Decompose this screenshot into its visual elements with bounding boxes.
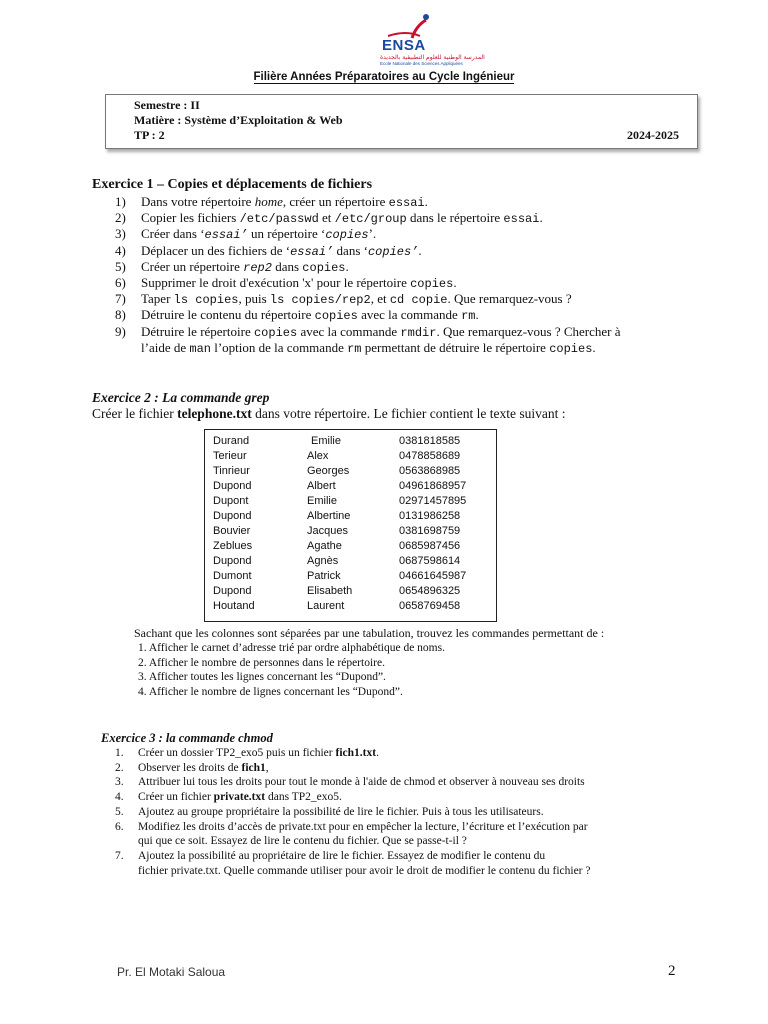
table-row: [213, 465, 488, 480]
first-name: Agnès: [307, 555, 339, 567]
last-name: Terieur: [213, 450, 247, 462]
exercise-2-intro: Créer le fichier telephone.txt dans votre répertoire. Le fichier contient le texte suivant :: [92, 406, 566, 421]
filename: telephone.txt: [177, 406, 252, 421]
last-name: Dupond: [213, 555, 252, 567]
last-name: Dupond: [213, 585, 252, 597]
logo-text: ENSA: [382, 37, 426, 54]
exercise-2-title: Exercice 2 : La commande grep: [92, 390, 270, 405]
item-number: 4): [115, 242, 126, 258]
last-name: Tinrieur: [213, 465, 250, 477]
exercise-2-instruction: Sachant que les colonnes sont séparées par une tabulation, trouvez les commandes permettant de :: [134, 626, 605, 640]
exercise-1-item: 4) Déplacer un des fichiers de ‘essai’ dans ‘copies’.: [115, 242, 422, 259]
last-name: Bouvier: [213, 525, 251, 537]
first-name: Georges: [307, 465, 350, 477]
first-name: Elisabeth: [307, 585, 353, 597]
last-name: Dupond: [213, 510, 252, 522]
table-row: [213, 510, 488, 525]
first-name: Albert: [307, 480, 336, 492]
header-title: Filière Années Préparatoires au Cycle Ingénieur: [253, 71, 515, 83]
question-item: 1. Afficher le carnet d’adresse trié par ordre alphabétique de noms.: [138, 642, 445, 654]
exercise-3-item: qui que ce soit. Essayez de lire le contenu du fichier. Que se passe-t-il ?: [138, 835, 467, 848]
logo-arabic: المدرسة الوطنية للعلوم التطبيقية بالجديدة: [380, 54, 485, 61]
first-name: Alex: [307, 450, 329, 462]
last-name: Dupond: [213, 480, 252, 492]
logo-subtitle: Ecole Nationale des Sciences Appliquées: [380, 61, 463, 66]
phone-number: 0478858689: [399, 450, 461, 462]
table-row: [213, 450, 488, 465]
exercise-3-item: 5. Ajoutez au groupe propriétaire la possibilité de lire le fichier. Puis à tous les utilisateurs.: [115, 805, 544, 818]
phone-number: 0685987456: [399, 540, 461, 552]
table-row: [213, 540, 488, 555]
item-number: 6): [115, 275, 126, 290]
exercise-1-item: 7) Taper ls copies, puis ls copies/rep2, et cd copie. Que remarquez-vous ?: [115, 291, 572, 308]
academic-year: 2024-2025: [627, 128, 679, 142]
matiere: Matière : Système d’Exploitation & Web: [134, 113, 343, 127]
first-name: Laurent: [307, 600, 345, 612]
exercise-3-item: 7. Ajoutez la possibilité au propriétaire de lire le fichier. Essayez de modifier le contenu du: [115, 849, 546, 862]
table-row: [213, 570, 488, 585]
last-name: Houtand: [213, 600, 255, 612]
exercise-1-title: Exercice 1 – Copies et déplacements de fichiers: [92, 177, 373, 192]
item-number: 3): [115, 226, 126, 242]
item-number: 6.: [115, 820, 124, 833]
exercise-1-item: 8) Détruire le contenu du répertoire copies avec la commande rm.: [115, 307, 479, 324]
last-name: Durand: [213, 435, 250, 447]
tp-number: TP : 2: [134, 128, 165, 142]
item-number: 4.: [115, 791, 124, 804]
ensa-logo: [376, 12, 485, 66]
question-item: 2. Afficher le nombre de personnes dans le répertoire.: [138, 656, 385, 669]
page-number: 2: [668, 963, 676, 979]
table-row: [213, 555, 488, 570]
item-number: 5.: [115, 805, 124, 818]
phone-number: 0658769458: [399, 600, 461, 612]
exercise-1-item: 3) Créer dans ‘essai’ un répertoire ‘copies’.: [115, 226, 377, 243]
item-number: 2): [115, 210, 126, 226]
exercise-1-item: 1) Dans votre répertoire home, créer un répertoire essai.: [115, 194, 428, 210]
table-row: [213, 435, 488, 450]
phone-number: 0654896325: [399, 585, 461, 597]
phone-number: 04961868957: [399, 480, 467, 492]
table-row: [213, 495, 488, 510]
exercise-3-item: 2. Observer les droits de fich1,: [115, 761, 269, 774]
item-number: 1): [115, 194, 126, 209]
semestre: Semestre : II: [134, 98, 200, 112]
first-name: Patrick: [307, 570, 341, 582]
first-name: Agathe: [307, 540, 342, 552]
item-number: 3.: [115, 776, 124, 789]
item-number: 2.: [115, 761, 124, 774]
item-number: 7.: [115, 849, 124, 862]
table-row: [213, 525, 488, 540]
phone-number: 02971457895: [399, 495, 467, 507]
phone-number: 04661645987: [399, 570, 467, 582]
exercise-3-item: 3. Attribuer lui tous les droits pour tout le monde à l'aide de chmod et observer à nouveau ses droits: [115, 776, 585, 789]
first-name: Albertine: [307, 510, 351, 522]
phone-number: 0381698759: [399, 525, 461, 537]
exercise-3-title: Exercice 3 : la commande chmod: [101, 731, 273, 745]
course-info-box: [105, 94, 698, 149]
item-number: 8): [115, 307, 126, 323]
item-number: 9): [115, 323, 126, 339]
first-name: Emilie: [311, 435, 341, 447]
last-name: Dumont: [213, 570, 252, 582]
exercise-1-item: 5) Créer un répertoire rep2 dans copies.: [115, 258, 349, 275]
footer-author: Pr. El Motaki Saloua: [117, 965, 226, 979]
last-name: Dupont: [213, 495, 249, 507]
table-row: [213, 480, 488, 495]
exercise-3-item: 6. Modifiez les droits d’accès de private.txt pour en empêcher la lecture, l’écriture et l’exécution par: [115, 820, 588, 833]
table-row: [213, 600, 488, 615]
phone-number: 0563868985: [399, 465, 461, 477]
item-number: 7): [115, 291, 126, 307]
telephone-file-box: [204, 429, 497, 622]
item-number: 5): [115, 258, 126, 274]
exercise-1-item: 2) Copier les fichiers /etc/passwd et /etc/group dans le répertoire essai.: [115, 210, 543, 227]
phone-number: 0131986258: [399, 510, 461, 522]
first-name: Jacques: [307, 525, 348, 537]
last-name: Zeblues: [213, 540, 253, 552]
exercise-1-item: 6) Supprimer le droit d'exécution 'x' pour le répertoire copies.: [115, 275, 457, 291]
first-name: Emilie: [307, 495, 337, 507]
phone-number: 0381818585: [399, 435, 461, 447]
item-number: 1.: [115, 747, 124, 759]
table-row: [213, 585, 488, 600]
exercise-3-item: 4. Créer un fichier private.txt dans TP2_exo5.: [115, 791, 342, 804]
exercise-1-item: 9) Détruire le répertoire copies avec la commande rmdir. Que remarquez-vous ? Chercher à: [115, 323, 621, 340]
exercise-3-item: 1. Créer un dossier TP2_exo5 puis un fichier fich1.txt.: [115, 747, 379, 759]
question-item: 3. Afficher toutes les lignes concernant les “Dupond”.: [138, 671, 386, 683]
exercise-1-item: l’aide de man l’option de la commande rm permettant de détruire le répertoire copies.: [141, 339, 596, 356]
phone-number: 0687598614: [399, 555, 461, 567]
question-item: 4. Afficher le nombre de lignes concernant les “Dupond”.: [138, 685, 403, 698]
exercise-3-item: fichier private.txt. Quelle commande utiliser pour avoir le droit de modifier le contenu du fichier ?: [138, 864, 591, 877]
